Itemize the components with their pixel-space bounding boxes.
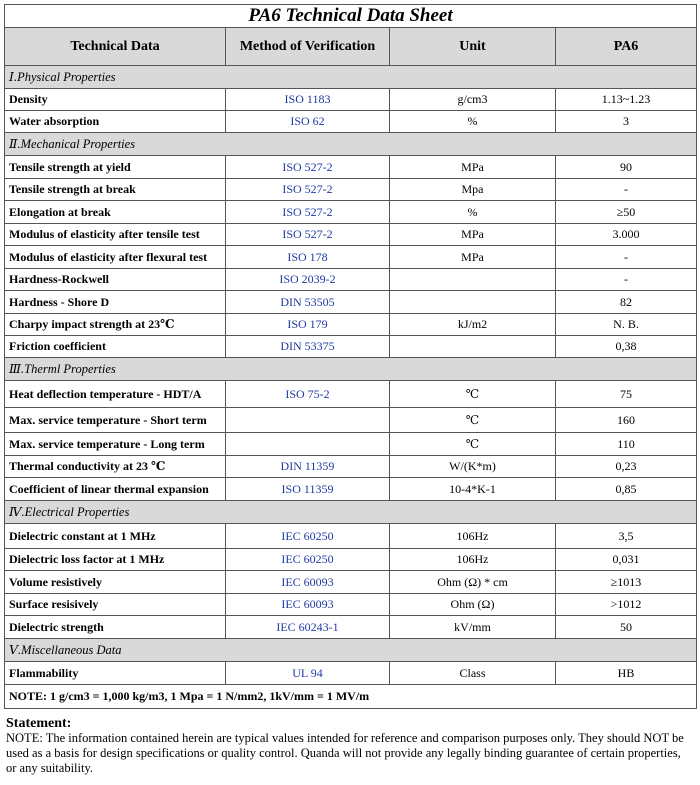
row-unit: kV/mm bbox=[390, 616, 556, 639]
row-method bbox=[226, 408, 390, 433]
row-label: Coefficient of linear thermal expansion bbox=[5, 478, 226, 501]
row-label: Flammability bbox=[5, 662, 226, 685]
table-row bbox=[5, 433, 697, 456]
table-row bbox=[5, 246, 697, 269]
section-heading: Ⅴ.Miscellaneous Data bbox=[5, 639, 697, 662]
header-unit: Unit bbox=[390, 28, 556, 66]
technical-data-table bbox=[4, 4, 697, 709]
table-row bbox=[5, 594, 697, 616]
row-method: ISO 62 bbox=[226, 111, 390, 133]
section-heading-row bbox=[5, 133, 697, 156]
row-label: Max. service temperature - Long term bbox=[5, 433, 226, 456]
table-row bbox=[5, 408, 697, 433]
row-unit: g/cm3 bbox=[390, 89, 556, 111]
statement-text: NOTE: The information contained herein are typical values intended for reference and comparison purposes only. They should NOT be used as a basis for design specifications or quality control. Quanda will not provide any legally binding guarantee of certain properties, or any suitability. bbox=[6, 731, 684, 775]
row-label: Dielectric constant at 1 MHz bbox=[5, 524, 226, 549]
table-row bbox=[5, 549, 697, 571]
row-label: Water absorption bbox=[5, 111, 226, 133]
table-row bbox=[5, 291, 697, 314]
row-value: - bbox=[556, 246, 697, 269]
table-row bbox=[5, 89, 697, 111]
row-label: Surface resisively bbox=[5, 594, 226, 616]
row-value: - bbox=[556, 179, 697, 201]
table-row bbox=[5, 314, 697, 336]
row-method: ISO 527-2 bbox=[226, 156, 390, 179]
row-value: 0,23 bbox=[556, 456, 697, 478]
row-label: Charpy impact strength at 23℃ bbox=[5, 314, 226, 336]
row-value: 160 bbox=[556, 408, 697, 433]
row-method: ISO 179 bbox=[226, 314, 390, 336]
row-value: 90 bbox=[556, 156, 697, 179]
row-value: 3,5 bbox=[556, 524, 697, 549]
table-row bbox=[5, 571, 697, 594]
row-method: DIN 53375 bbox=[226, 336, 390, 358]
row-unit: W/(K*m) bbox=[390, 456, 556, 478]
row-unit: MPa bbox=[390, 224, 556, 246]
row-method: ISO 527-2 bbox=[226, 224, 390, 246]
row-label: Tensile strength at break bbox=[5, 179, 226, 201]
row-method: ISO 1183 bbox=[226, 89, 390, 111]
row-unit bbox=[390, 336, 556, 358]
table-row bbox=[5, 156, 697, 179]
table-row bbox=[5, 111, 697, 133]
section-heading: Ⅱ.Mechanical Properties bbox=[5, 133, 697, 156]
table-row bbox=[5, 478, 697, 501]
row-method: ISO 2039-2 bbox=[226, 269, 390, 291]
table-row bbox=[5, 201, 697, 224]
row-unit: 106Hz bbox=[390, 549, 556, 571]
row-method: IEC 60093 bbox=[226, 571, 390, 594]
row-unit: Ohm (Ω) * cm bbox=[390, 571, 556, 594]
row-method: DIN 11359 bbox=[226, 456, 390, 478]
row-value: 3 bbox=[556, 111, 697, 133]
row-unit: Ohm (Ω) bbox=[390, 594, 556, 616]
row-value: 0,38 bbox=[556, 336, 697, 358]
row-label: Dielectric strength bbox=[5, 616, 226, 639]
row-unit: % bbox=[390, 201, 556, 224]
table-row bbox=[5, 456, 697, 478]
header-method: Method of Verification bbox=[226, 28, 390, 66]
row-method: ISO 75-2 bbox=[226, 381, 390, 408]
row-method: ISO 178 bbox=[226, 246, 390, 269]
table-row bbox=[5, 616, 697, 639]
row-value: 1.13~1.23 bbox=[556, 89, 697, 111]
row-unit: MPa bbox=[390, 156, 556, 179]
header-row bbox=[5, 28, 697, 66]
row-method: IEC 60250 bbox=[226, 524, 390, 549]
table-row bbox=[5, 381, 697, 408]
row-label: Heat deflection temperature - HDT/A bbox=[5, 381, 226, 408]
row-unit: ℃ bbox=[390, 408, 556, 433]
table-row bbox=[5, 336, 697, 358]
section-heading-row bbox=[5, 501, 697, 524]
row-label: Hardness-Rockwell bbox=[5, 269, 226, 291]
row-method: IEC 60243-1 bbox=[226, 616, 390, 639]
row-label: Hardness - Shore D bbox=[5, 291, 226, 314]
row-method bbox=[226, 433, 390, 456]
row-value: 0,031 bbox=[556, 549, 697, 571]
row-value: 110 bbox=[556, 433, 697, 456]
row-method: IEC 60250 bbox=[226, 549, 390, 571]
statement-block bbox=[6, 716, 694, 776]
row-value: ≥1013 bbox=[556, 571, 697, 594]
section-heading: Ⅰ.Physical Properties bbox=[5, 66, 697, 89]
row-method: IEC 60093 bbox=[226, 594, 390, 616]
sheet-title: PA6 Technical Data Sheet bbox=[5, 5, 697, 28]
header-pa6: PA6 bbox=[556, 28, 697, 66]
row-label: Max. service temperature - Short term bbox=[5, 408, 226, 433]
row-label: Friction coefficient bbox=[5, 336, 226, 358]
row-unit: 106Hz bbox=[390, 524, 556, 549]
row-unit: ℃ bbox=[390, 433, 556, 456]
row-label: Tensile strength at yield bbox=[5, 156, 226, 179]
row-label: Dielectric loss factor at 1 MHz bbox=[5, 549, 226, 571]
row-value: 3.000 bbox=[556, 224, 697, 246]
section-heading-row bbox=[5, 66, 697, 89]
data-sheet bbox=[4, 4, 696, 709]
table-row bbox=[5, 524, 697, 549]
row-unit bbox=[390, 291, 556, 314]
row-value: HB bbox=[556, 662, 697, 685]
table-row bbox=[5, 224, 697, 246]
section-heading: Ⅲ.Therml Properties bbox=[5, 358, 697, 381]
row-method: DIN 53505 bbox=[226, 291, 390, 314]
row-value: 0,85 bbox=[556, 478, 697, 501]
row-value: ≥50 bbox=[556, 201, 697, 224]
statement-title: Statement: bbox=[6, 716, 72, 731]
header-technical-data: Technical Data bbox=[5, 28, 226, 66]
row-value: 75 bbox=[556, 381, 697, 408]
table-row bbox=[5, 269, 697, 291]
row-unit: 10-4*K-1 bbox=[390, 478, 556, 501]
row-label: Modulus of elasticity after tensile test bbox=[5, 224, 226, 246]
row-value: 82 bbox=[556, 291, 697, 314]
row-label: Volume resistively bbox=[5, 571, 226, 594]
row-unit: kJ/m2 bbox=[390, 314, 556, 336]
row-unit: ℃ bbox=[390, 381, 556, 408]
row-label: Modulus of elasticity after flexural test bbox=[5, 246, 226, 269]
row-unit bbox=[390, 269, 556, 291]
row-value: N. B. bbox=[556, 314, 697, 336]
row-value: 50 bbox=[556, 616, 697, 639]
row-unit: Class bbox=[390, 662, 556, 685]
table-row bbox=[5, 179, 697, 201]
section-heading-row bbox=[5, 639, 697, 662]
row-unit: Mpa bbox=[390, 179, 556, 201]
row-label: Elongation at break bbox=[5, 201, 226, 224]
row-method: UL 94 bbox=[226, 662, 390, 685]
row-label: Thermal conductivity at 23 ℃ bbox=[5, 456, 226, 478]
row-value: - bbox=[556, 269, 697, 291]
row-label: Density bbox=[5, 89, 226, 111]
row-method: ISO 527-2 bbox=[226, 201, 390, 224]
units-note: NOTE: 1 g/cm3 = 1,000 kg/m3, 1 Mpa = 1 N/mm2, 1kV/mm = 1 MV/m bbox=[5, 685, 697, 709]
row-value: >1012 bbox=[556, 594, 697, 616]
section-heading: Ⅳ.Electrical Properties bbox=[5, 501, 697, 524]
row-unit: % bbox=[390, 111, 556, 133]
section-heading-row bbox=[5, 358, 697, 381]
table-body bbox=[5, 66, 697, 685]
row-method: ISO 11359 bbox=[226, 478, 390, 501]
table-row bbox=[5, 662, 697, 685]
row-unit: MPa bbox=[390, 246, 556, 269]
row-method: ISO 527-2 bbox=[226, 179, 390, 201]
